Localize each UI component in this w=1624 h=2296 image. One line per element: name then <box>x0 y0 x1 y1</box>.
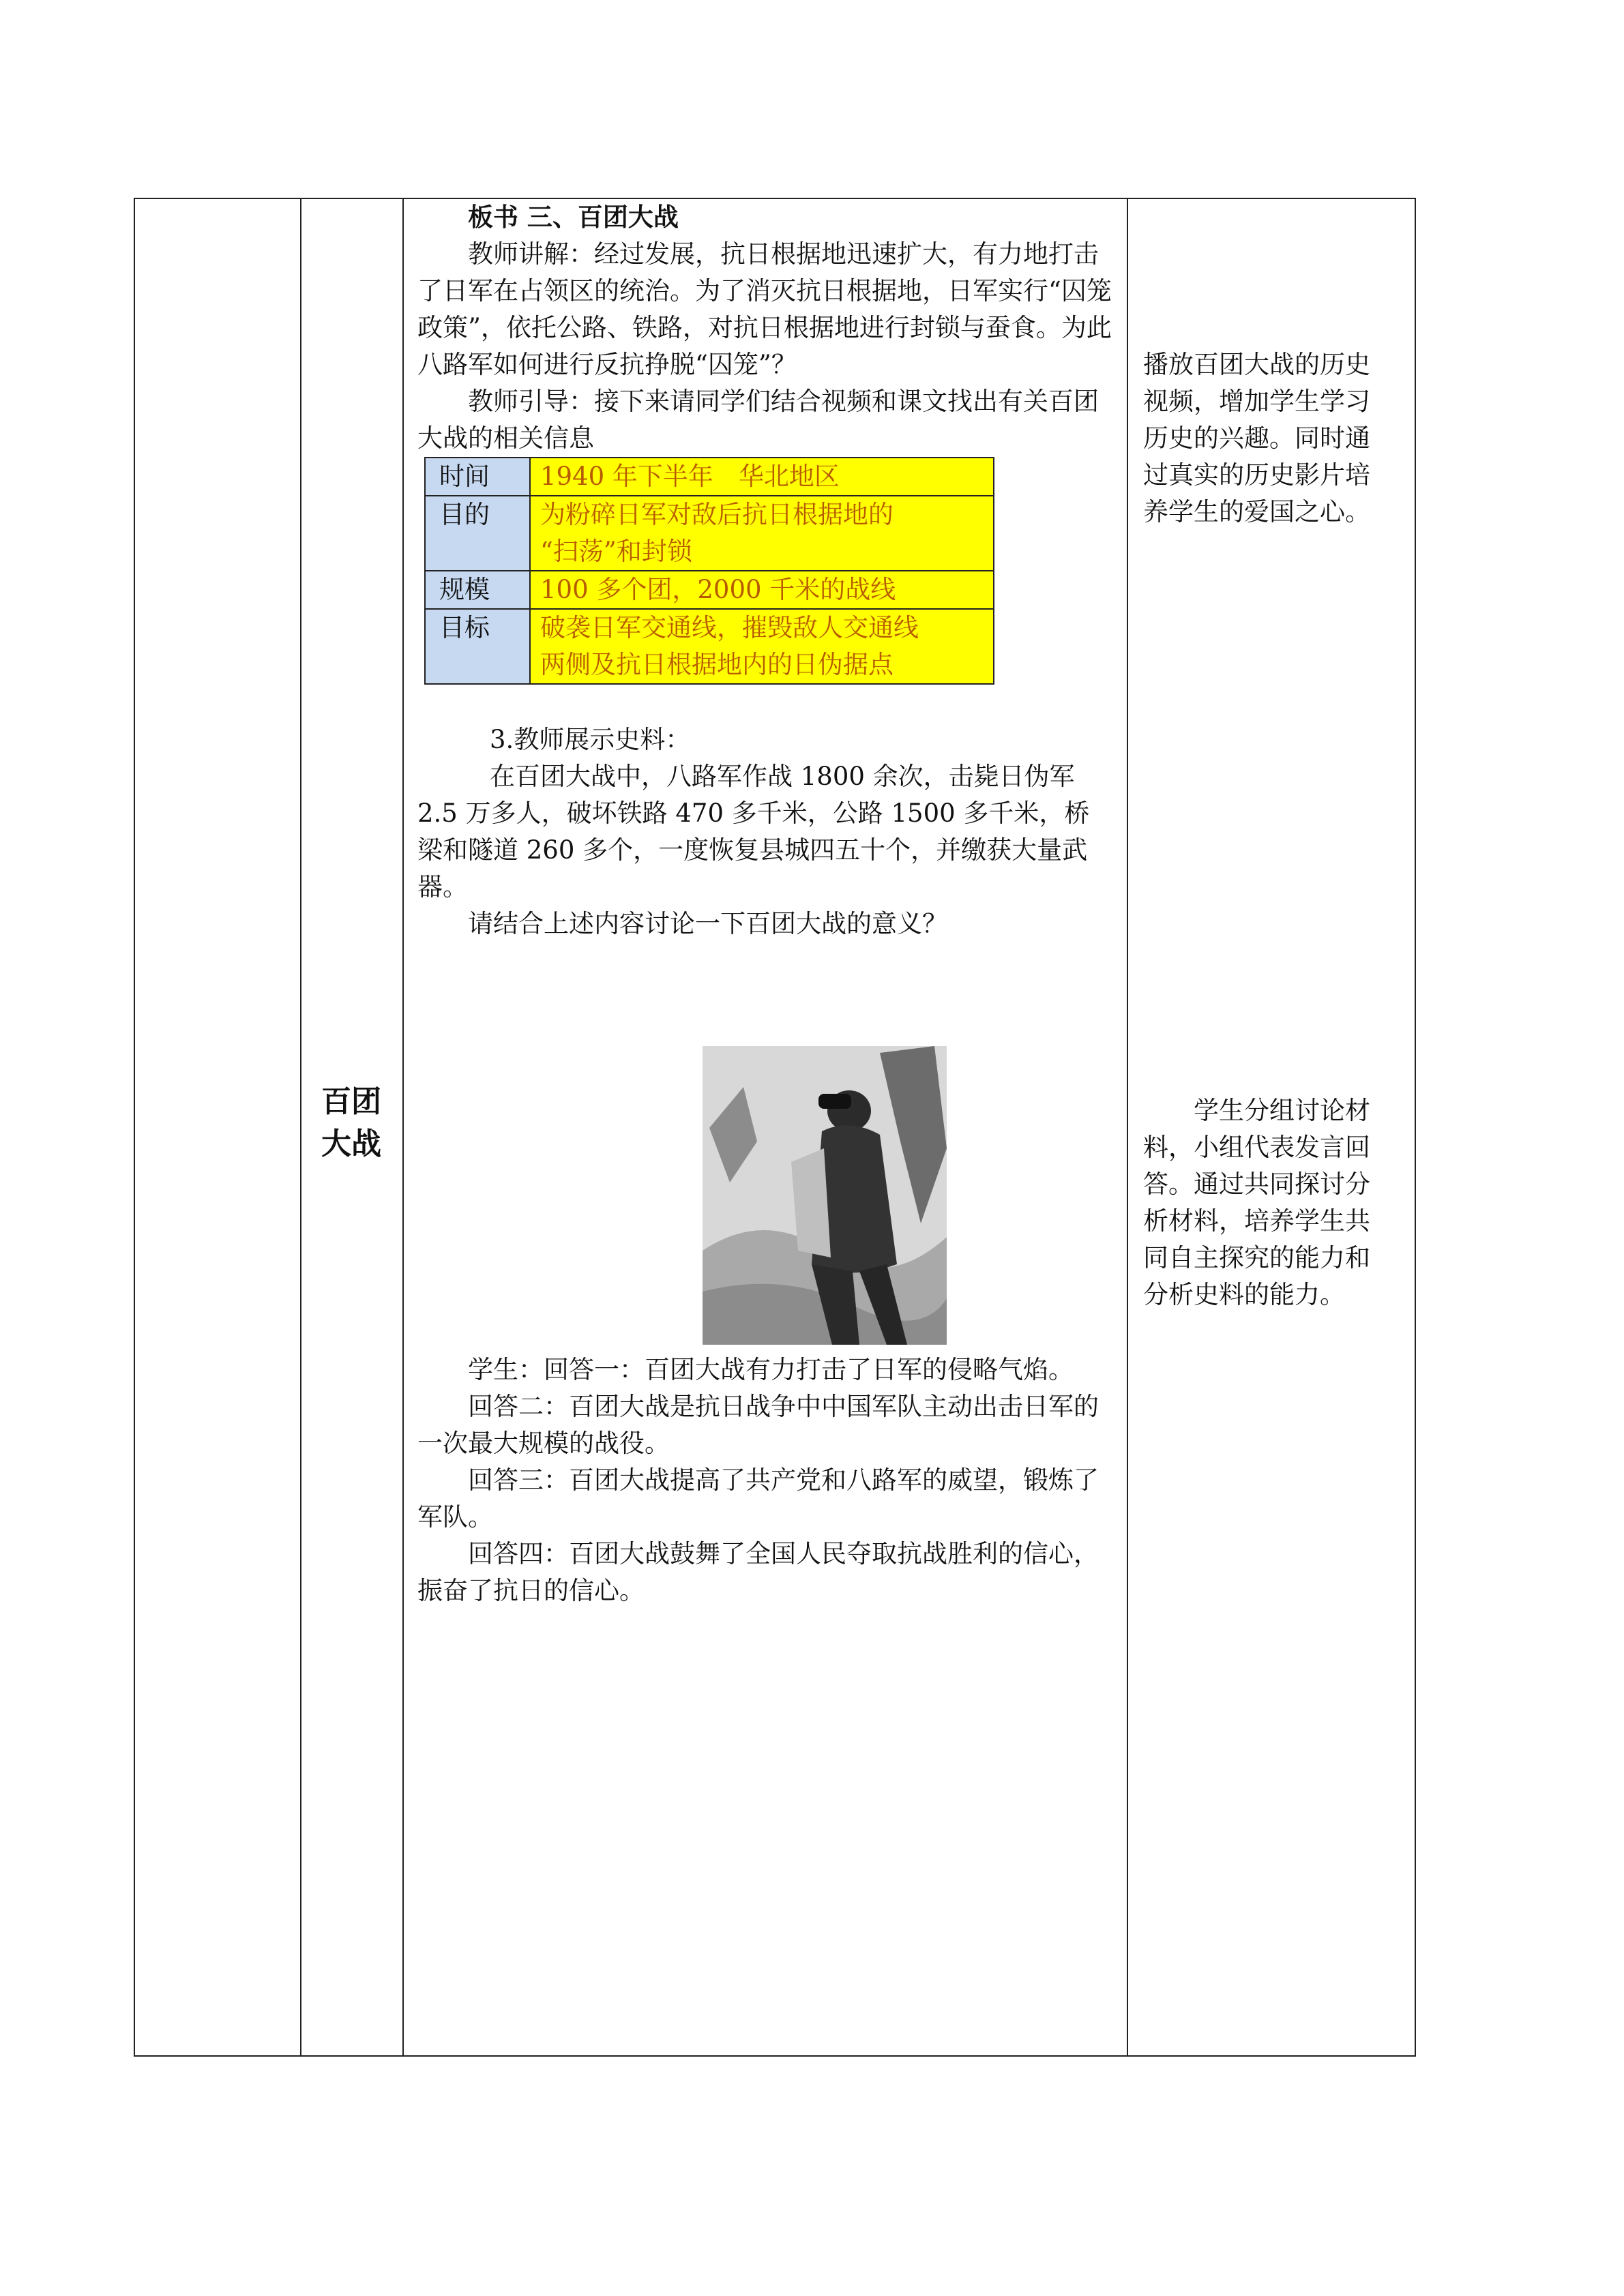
table-value: 为粉碎日军对敌后抗日根据地的 “扫荡”和封锁 <box>530 496 994 571</box>
board-heading: 板书 三、百团大战 <box>468 203 679 232</box>
teacher-guide: 教师引导：接下来请同学们结合视频和课文找出有关百团大战的相关信息 <box>417 387 1099 453</box>
table-row <box>425 458 994 496</box>
table-value: 1940 年下半年 华北地区 <box>530 458 994 496</box>
student-answer-1: 学生：回答一：百团大战有力打击了日军的侵略气焰。 <box>468 1355 1074 1384</box>
design-intent-column <box>1143 1092 1389 1313</box>
battle-info-table <box>424 457 994 685</box>
table-row <box>425 609 994 684</box>
student-answer-3: 回答三：百团大战提高了共产党和八路军的威望，锻炼了军队。 <box>417 1465 1099 1532</box>
discussion-question: 请结合上述内容讨论一下百团大战的意义？ <box>468 909 947 938</box>
table-row <box>425 496 994 571</box>
table-value: 100 多个团，2000 千米的战线 <box>530 571 994 609</box>
table-key: 时间 <box>425 458 530 496</box>
section-title: 百团 大战 <box>321 1084 381 1161</box>
design-note-video: 播放百团大战的历史视频，增加学生学习历史的兴趣。同时通过真实的历史影片培养学生的爱国之心。 <box>1143 350 1370 526</box>
design-intent-column <box>1143 346 1389 531</box>
table-key: 规模 <box>425 571 530 609</box>
table-row <box>425 571 994 609</box>
historical-photo <box>703 1046 947 1345</box>
design-note-discussion: 学生分组讨论材料，小组代表发言回答。通过共同探讨分析材料，培养学生共同自主探究的能力和分析史料的能力。 <box>1143 1096 1370 1309</box>
table-key: 目标 <box>425 609 530 684</box>
table-key: 目的 <box>425 496 530 571</box>
student-answer-4: 回答四：百团大战鼓舞了全国人民夺取抗战胜利的信心，振奋了抗日的信心。 <box>417 1539 1099 1605</box>
table-value: 破袭日军交通线，摧毁敌人交通线 两侧及抗日根据地内的日伪据点 <box>530 609 994 684</box>
student-answer-2: 回答二：百团大战是抗日战争中中国军队主动出击日军的一次最大规模的战役。 <box>417 1392 1099 1458</box>
teacher-lecture: 教师讲解：经过发展，抗日根据地迅速扩大，有力地打击了日军在占领区的统治。为了消灭抗日根据地，日军实行“囚笼政策”，依托公路、铁路，对抗日根据地进行封锁与蚕食。为此八路军如何进行反抗挣脱“囚笼”？ <box>417 239 1112 379</box>
soldier-photo-illustration <box>703 1046 947 1345</box>
item-3: 3.教师展示史料： <box>490 725 691 754</box>
spacer <box>417 685 1113 721</box>
column-divider <box>402 198 404 2057</box>
teaching-content <box>417 199 1113 1609</box>
column-divider <box>1127 198 1128 2057</box>
historical-source: 在百团大战中，八路军作战 1800 余次，击毙日伪军 2.5 万多人，破坏铁路 470 多千米，公路 1500 多千米，桥梁和隧道 260 多个，一度恢复县城四五十个，并缴获大量武器。 <box>417 762 1090 901</box>
